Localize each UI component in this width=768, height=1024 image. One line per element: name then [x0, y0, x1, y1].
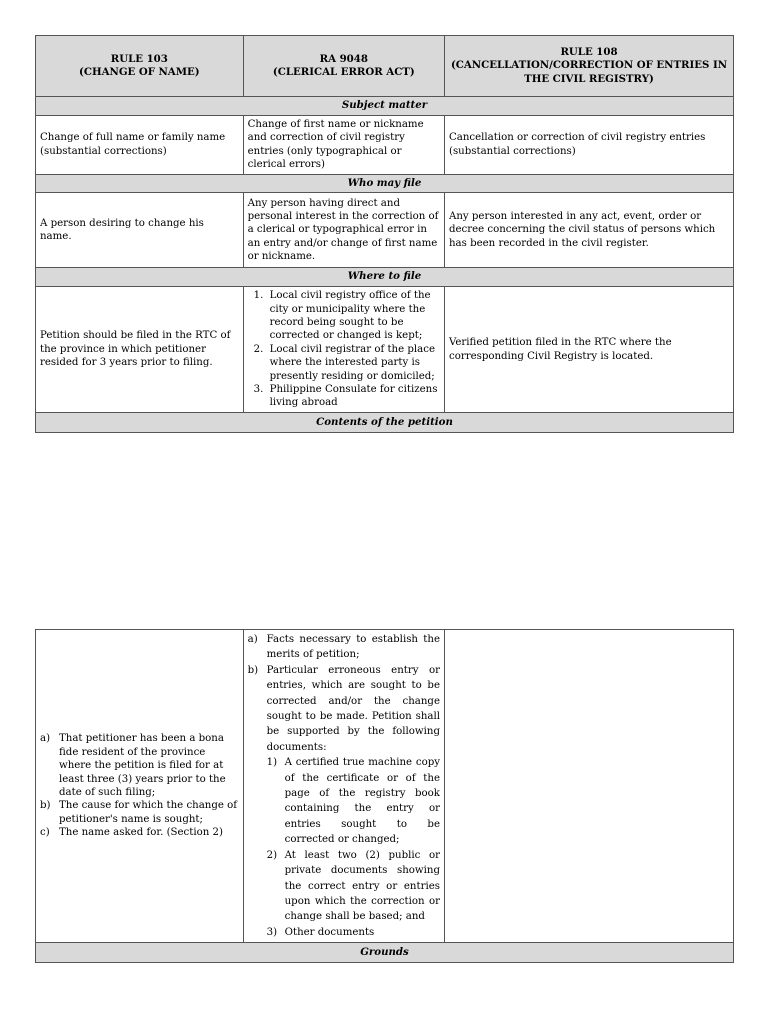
list-item: a) Facts necessary to establish the merits of petition; [247, 634, 440, 661]
contents-ra-9048 [243, 630, 444, 943]
list-item: 3) Other documents [266, 926, 375, 938]
header-row [36, 36, 734, 97]
list-item: 1. Local civil registry office of the city or municipality where the record being sought to be corrected or changed is kept; [253, 290, 431, 342]
section-contents: Contents of the petition [36, 413, 734, 433]
contents-rule-103 [36, 630, 244, 943]
header-rule-103: RULE 103 (CHANGE OF NAME) [36, 36, 244, 97]
comparison-table-top [35, 35, 734, 433]
contents-rule-108 [444, 630, 733, 943]
list-item: b) The cause for which the change of petitioner's name is sought; [40, 800, 238, 825]
where-list [248, 289, 440, 410]
subject-matter-row [36, 116, 734, 175]
section-grounds: Grounds [36, 943, 734, 963]
comparison-table-bottom [35, 629, 734, 963]
subject-ra-9048: Change of first name or nickname and correction of civil registry entries (only typographical or clerical errors) [243, 116, 444, 175]
list-item: b) Particular erroneous entry or entries, which are sought to be corrected and/or the change sought to be made. Petition shall be supported by the following documents: [247, 664, 440, 753]
who-rule-108: Any person interested in any act, event, order or decree concerning the civil status of persons which has been recorded in the civil register. [444, 193, 733, 268]
who-ra-9048: Any person having direct and personal interest in the correction of a clerical or typographical error in an entry and/or change of first name or nickname. [243, 193, 444, 268]
section-who-may-file: Who may file [36, 174, 734, 192]
list-item: c) The name asked for. (Section 2) [40, 827, 224, 839]
subject-rule-103: Change of full name or family name (substantial corrections) [36, 116, 244, 175]
who-may-file-row [36, 193, 734, 268]
list-item: 1) A certified true machine copy of the certificate or of the page of the registry book containing the entry or entries sought to be corrected or changed; [266, 757, 440, 846]
who-rule-103: A person desiring to change his name. [36, 193, 244, 268]
where-ra-9048 [243, 287, 444, 413]
list-item: 2) At least two (2) public or private documents showing the correct entry or entries upon which the correction or change shall be based; and [266, 849, 440, 923]
documents-list [248, 755, 440, 940]
header-ra-9048: RA 9048 (CLERICAL ERROR ACT) [243, 36, 444, 97]
where-rule-103: Petition should be filed in the RTC of the province in which petitioner resided for 3 years prior to filing. [36, 287, 244, 413]
header-rule-108: RULE 108 (CANCELLATION/CORRECTION OF ENTRIES IN THE CIVIL REGISTRY) [444, 36, 733, 97]
section-where-to-file: Where to file [36, 268, 734, 287]
contents-row [36, 630, 734, 943]
section-subject-matter: Subject matter [36, 97, 734, 116]
list-item: a) That petitioner has been a bona fide resident of the province where the petition is filed for at least three (3) years prior to the date of such filing; [40, 733, 226, 799]
contents-list [40, 732, 239, 839]
subject-rule-108: Cancellation or correction of civil registry entries (substantial corrections) [444, 116, 733, 175]
where-rule-108: Verified petition filed in the RTC where the corresponding Civil Registry is located. [444, 287, 733, 413]
list-item: 2. Local civil registrar of the place where the interested party is presently residing or domiciled; [253, 343, 435, 382]
contents-list [248, 632, 440, 755]
where-to-file-row [36, 287, 734, 413]
list-item: 3. Philippine Consulate for citizens living abroad [253, 384, 438, 409]
